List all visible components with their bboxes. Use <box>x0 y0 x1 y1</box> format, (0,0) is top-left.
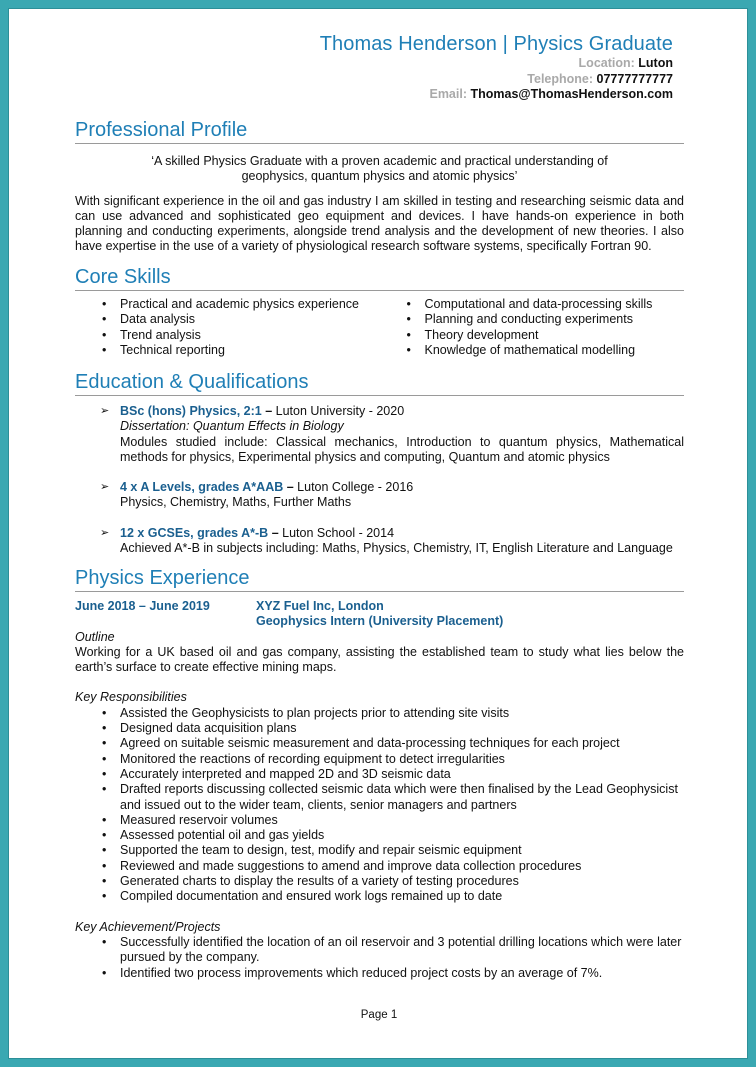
education-section <box>75 370 684 556</box>
qualification: 12 x GCSEs, grades A*-B <box>120 525 269 540</box>
responsibility-item: • Generated charts to display the results of a variety of testing procedures <box>75 874 684 889</box>
institution: Luton College - 2016 <box>297 480 414 495</box>
responsibility-item: • Supported the team to design, test, modify and repair seismic equipment <box>75 843 684 858</box>
subjects: Physics, Chemistry, Maths, Further Maths <box>120 495 352 510</box>
responsibility-item: • Compiled documentation and ensured work logs remained up to date <box>75 889 684 904</box>
profile-quote: ‘A skilled Physics Graduate with a proven academic and practical understanding of geophysics, quantum physics and atomic physics’ <box>151 154 608 184</box>
location-value: Luton <box>638 56 673 70</box>
skill-item: • Knowledge of mathematical modelling <box>380 343 685 358</box>
skills-left-list <box>75 297 380 358</box>
responsibility-item: • Accurately interpreted and mapped 2D and 3D seismic data <box>75 767 684 782</box>
responsibility-item: • Agreed on suitable seismic measurement and data-processing techniques for each project <box>75 736 684 751</box>
profile-title: Professional Profile <box>75 118 684 144</box>
achievements-list <box>75 935 684 981</box>
institution: Luton University - 2020 <box>275 404 405 418</box>
modules: Modules studied include: Classical mechanics, Introduction to quantum physics, Mathematical methods for physics, Experimental physics and computing, Quantum and atomic physics <box>120 434 684 464</box>
page-number: Page 1 <box>360 1009 398 1021</box>
location-line <box>320 56 673 72</box>
skills-grid <box>75 297 684 358</box>
achievement-item: • Successfully identified the location of an oil reservoir and 3 potential drilling locations which were later pursued by the company. <box>75 935 684 966</box>
skill-item: • Planning and conducting experiments <box>380 312 685 327</box>
institution: Luton School - 2014 <box>282 525 395 540</box>
skills-right-list <box>380 297 685 358</box>
skill-item: • Computational and data-processing skills <box>380 297 685 312</box>
skill-item: • Theory development <box>380 328 685 343</box>
responsibility-item: • Measured reservoir volumes <box>75 813 684 828</box>
dissertation: Dissertation: Quantum Effects in Biology <box>120 419 344 434</box>
job-company: XYZ Fuel Inc, London <box>256 599 384 613</box>
responsibility-item: • Drafted reports discussing collected seismic data which were then finalised by the Lead Geophysicist and issued out to the wider team, clients, senior managers and partners <box>75 782 684 813</box>
job-role: Geophysics Intern (University Placement) <box>256 614 504 629</box>
achievement-item: • Identified two process improvements which reduced project costs by an average of 7%. <box>75 966 684 981</box>
responsibilities-list <box>75 706 684 905</box>
responsibility-item: • Monitored the reactions of recording equipment to detect irregularities <box>75 752 684 767</box>
skill-item: • Technical reporting <box>75 343 380 358</box>
skill-item: • Practical and academic physics experience <box>75 297 380 312</box>
skill-item: • Data analysis <box>75 312 380 327</box>
telephone-label: Telephone: <box>527 71 594 86</box>
outline-text: Working for a UK based oil and gas company, assisting the established team to study what lies below the earth’s surface to create effective mining maps. <box>75 644 684 675</box>
education-item <box>75 480 684 511</box>
experience-title: Physics Experience <box>75 566 684 592</box>
job-dates: June 2018 – June 2019 <box>75 599 210 613</box>
education-item <box>75 526 684 557</box>
arrow-bullet-icon: ➢ <box>100 526 110 539</box>
email-label: Email: <box>429 87 467 101</box>
arrow-bullet-icon: ➢ <box>100 481 110 494</box>
candidate-name: Thomas Henderson | Physics Graduate <box>319 33 673 55</box>
achievements-label: Key Achievement/Projects <box>75 919 221 934</box>
cv-page <box>8 8 748 1059</box>
qualification: BSc (hons) Physics, 2:1 <box>120 404 262 418</box>
responsibility-item: • Designed data acquisition plans <box>75 721 684 736</box>
responsibilities-label: Key Responsibilities <box>75 690 187 705</box>
email-line <box>320 87 673 103</box>
location-label: Location: <box>578 56 635 70</box>
email-value[interactable]: Thomas@ThomasHenderson.com <box>470 87 673 101</box>
arrow-bullet-icon: ➢ <box>100 405 110 417</box>
profile-summary: With significant experience in the oil and gas industry I am skilled in testing and researching seismic data and can use advanced and sophisticated geo equipment and devices. I have hands-on experience in both planning and conducting experiments, alongside trend analysis and the development of new theories. I also have expertise in the use of a variety of physiological research software systems, specifically Fortran 90. <box>75 193 684 254</box>
cv-header <box>320 33 673 103</box>
education-item <box>75 404 684 465</box>
profile-section <box>75 118 684 255</box>
responsibility-item: • Assisted the Geophysicists to plan projects prior to attending site visits <box>75 706 684 721</box>
responsibility-item: • Reviewed and made suggestions to amend and improve data collection procedures <box>75 859 684 874</box>
responsibility-item: • Assessed potential oil and gas yields <box>75 828 684 843</box>
telephone-line <box>320 72 673 88</box>
job-header <box>75 599 684 630</box>
telephone-value: 07777777777 <box>596 71 673 86</box>
dash: – <box>283 480 298 495</box>
experience-section <box>75 566 684 981</box>
skills-title: Core Skills <box>75 265 684 291</box>
outline-label: Outline <box>75 629 115 644</box>
subjects: Achieved A*-B in subjects including: Maths, Physics, Chemistry, IT, English Literature and Language <box>120 541 673 556</box>
dash: – <box>268 525 283 540</box>
education-title: Education & Qualifications <box>75 370 684 396</box>
skill-item: • Trend analysis <box>75 328 380 343</box>
dash: – <box>261 404 276 418</box>
skills-section <box>75 265 684 358</box>
qualification: 4 x A Levels, grades A*AAB <box>120 480 284 495</box>
